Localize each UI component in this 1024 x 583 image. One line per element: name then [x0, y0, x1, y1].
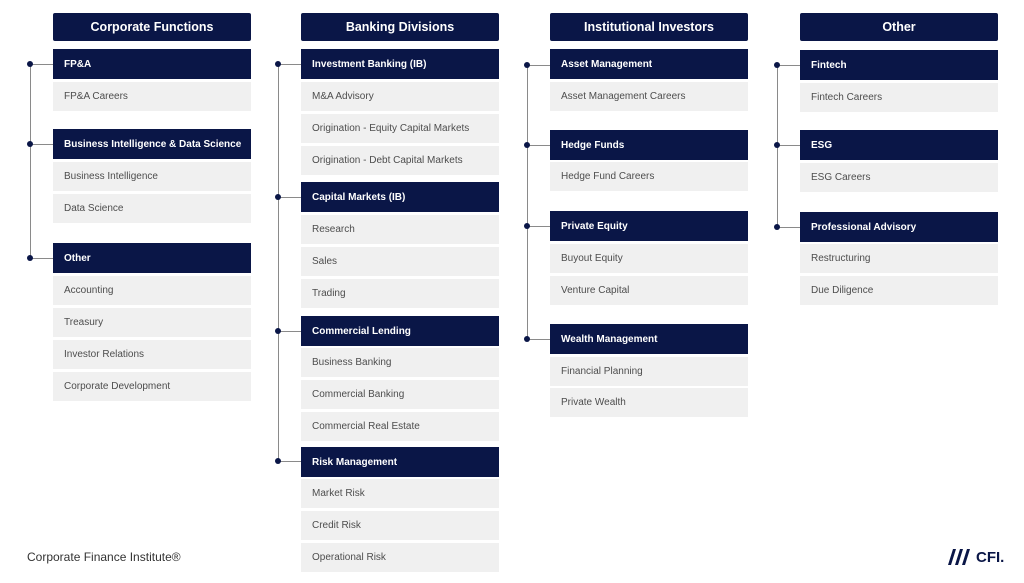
list-item: Hedge Fund Careers [550, 162, 748, 191]
connector-dot [524, 223, 530, 229]
section-header: Investment Banking (IB) [301, 49, 499, 79]
list-item: M&A Advisory [301, 82, 499, 111]
connector-branch [777, 145, 800, 146]
section-header: Wealth Management [550, 324, 748, 354]
list-item: Origination - Equity Capital Markets [301, 114, 499, 143]
connector-branch [777, 65, 800, 66]
list-item: Commercial Banking [301, 380, 499, 409]
list-item: Private Wealth [550, 388, 748, 417]
footer-brand: Corporate Finance Institute® [27, 550, 181, 564]
list-item: FP&A Careers [53, 82, 251, 111]
connector-branch [278, 64, 301, 65]
connector-dot [27, 141, 33, 147]
section-header: Other [53, 243, 251, 273]
section-header: Commercial Lending [301, 316, 499, 346]
connector-line [527, 65, 528, 339]
list-item: Financial Planning [550, 357, 748, 386]
section-header: FP&A [53, 49, 251, 79]
connector-dot [27, 61, 33, 67]
connector-dot [774, 142, 780, 148]
list-item: Accounting [53, 276, 251, 305]
list-item: Trading [301, 279, 499, 308]
logo-text: CFI. [976, 548, 1005, 566]
connector-dot [774, 62, 780, 68]
list-item: Investor Relations [53, 340, 251, 369]
list-item: Restructuring [800, 244, 998, 273]
cfi-logo-icon [948, 549, 974, 565]
list-item: Origination - Debt Capital Markets [301, 146, 499, 175]
list-item: Business Banking [301, 348, 499, 377]
connector-branch [527, 145, 550, 146]
section-header: ESG [800, 130, 998, 160]
section-header: Hedge Funds [550, 130, 748, 160]
connector-branch [527, 226, 550, 227]
connector-branch [30, 258, 53, 259]
section-header: Private Equity [550, 211, 748, 241]
list-item: Buyout Equity [550, 244, 748, 273]
list-item: Commercial Real Estate [301, 412, 499, 441]
section-header: Capital Markets (IB) [301, 182, 499, 212]
connector-line [278, 64, 279, 461]
section-header: Fintech [800, 50, 998, 80]
connector-branch [30, 144, 53, 145]
connector-dot [774, 224, 780, 230]
connector-dot [27, 255, 33, 261]
connector-dot [524, 62, 530, 68]
connector-dot [275, 61, 281, 67]
list-item: Fintech Careers [800, 83, 998, 112]
connector-branch [777, 227, 800, 228]
connector-dot [524, 142, 530, 148]
list-item: Data Science [53, 194, 251, 223]
connector-branch [527, 339, 550, 340]
list-item: ESG Careers [800, 163, 998, 192]
list-item: Asset Management Careers [550, 82, 748, 111]
section-header: Professional Advisory [800, 212, 998, 242]
list-item: Market Risk [301, 479, 499, 508]
connector-branch [30, 64, 53, 65]
list-item: Corporate Development [53, 372, 251, 401]
section-header: Risk Management [301, 447, 499, 477]
list-item: Research [301, 215, 499, 244]
connector-dot [524, 336, 530, 342]
connector-branch [278, 331, 301, 332]
column-header: Other [800, 13, 998, 41]
section-header: Asset Management [550, 49, 748, 79]
column-header: Corporate Functions [53, 13, 251, 41]
connector-dot [275, 458, 281, 464]
list-item: Credit Risk [301, 511, 499, 540]
list-item: Operational Risk [301, 543, 499, 572]
connector-branch [278, 461, 301, 462]
connector-dot [275, 328, 281, 334]
column-header: Banking Divisions [301, 13, 499, 41]
connector-dot [275, 194, 281, 200]
list-item: Due Diligence [800, 276, 998, 305]
connector-line [30, 64, 31, 258]
connector-branch [527, 65, 550, 66]
list-item: Treasury [53, 308, 251, 337]
list-item: Business Intelligence [53, 162, 251, 191]
column-header: Institutional Investors [550, 13, 748, 41]
list-item: Sales [301, 247, 499, 276]
list-item: Venture Capital [550, 276, 748, 305]
cfi-logo [948, 547, 1004, 567]
section-header: Business Intelligence & Data Science [53, 129, 251, 159]
connector-branch [278, 197, 301, 198]
